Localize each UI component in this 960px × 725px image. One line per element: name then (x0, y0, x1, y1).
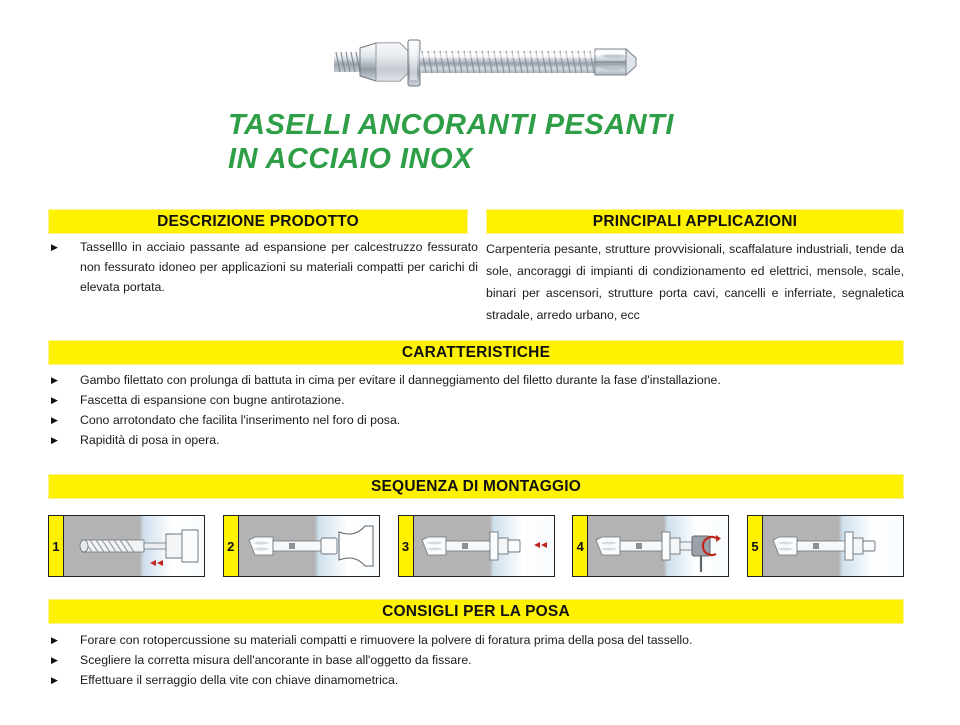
applicazioni-paragraph: Carpenteria pesante, strutture provvisionali, scaffalature industriali, tende da sole, ancoraggi di impianti di condizionamento ed elettrici, mensole, scale, binari per ascensori, strutture porta cavi, cancelli e inferriate, segnaletica stradale, arredo urbano, ecc (486, 242, 904, 322)
consigli-item-1: Forare con rotopercussione su materiali compatti e rimuovere la polvere di foratura prima della posa del tassello. (80, 633, 693, 647)
insert-anchor-hammer-illustration (239, 515, 380, 577)
section-header-descrizione (48, 209, 468, 234)
list-item (48, 410, 904, 430)
list-item (48, 390, 904, 410)
montage-step-1 (48, 515, 205, 577)
list-item (48, 237, 478, 297)
triangle-bullet-icon: ▶ (51, 435, 58, 445)
triangle-bullet-icon: ▶ (51, 675, 58, 685)
descrizione-body (48, 237, 478, 297)
consigli-item-3: Effettuare il serraggio della vite con chiave dinamometrica. (80, 673, 399, 687)
section-header-consigli (48, 599, 904, 624)
section-header-sequenza (48, 474, 904, 499)
torque-wrench-tighten-illustration (588, 515, 729, 577)
anchor-installed-illustration (763, 515, 904, 577)
triangle-bullet-icon: ▶ (51, 242, 58, 252)
step-number-5: 5 (747, 515, 763, 577)
product-photo (330, 24, 640, 100)
caratteristiche-item-3: Cono arrotondato che facilita l'inserimento nel foro di posa. (80, 413, 401, 427)
caratteristiche-item-2: Fascetta di espansione con bugne antirotazione. (80, 393, 345, 407)
consigli-item-2: Scegliere la corretta misura dell'ancorante in base all'oggetto da fissare. (80, 653, 472, 667)
section-header-sequenza-label: SEQUENZA DI MONTAGGIO (370, 477, 581, 495)
anchor-seated-illustration (414, 515, 555, 577)
montage-steps (48, 515, 904, 577)
section-header-caratteristiche-label: CARATTERISTICHE (401, 343, 551, 361)
list-item (48, 670, 904, 690)
section-header-caratteristiche (48, 340, 904, 365)
section-header-applicazioni-label: PRINCIPALI APPLICAZIONI (592, 212, 798, 230)
triangle-bullet-icon: ▶ (51, 635, 58, 645)
list-item (48, 430, 904, 450)
list-item (48, 650, 904, 670)
step-number-1: 1 (48, 515, 64, 577)
montage-step-2 (223, 515, 380, 577)
caratteristiche-list (48, 370, 904, 450)
montage-step-3 (398, 515, 555, 577)
step-number-3: 3 (398, 515, 414, 577)
section-header-applicazioni (486, 209, 904, 234)
triangle-bullet-icon: ▶ (51, 375, 58, 385)
consigli-list (48, 630, 904, 690)
triangle-bullet-icon: ▶ (51, 395, 58, 405)
caratteristiche-item-4: Rapidità di posa in opera. (80, 433, 220, 447)
section-header-descrizione-label: DESCRIZIONE PRODOTTO (157, 212, 359, 230)
triangle-bullet-icon: ▶ (51, 655, 58, 665)
descrizione-paragraph: Tasselllo in acciaio passante ad espansione per calcestruzzo fessurato non fessurato idoneo per applicazioni su materiali compatti per carichi di elevata portata. (80, 240, 478, 294)
triangle-bullet-icon: ▶ (51, 415, 58, 425)
montage-step-4 (572, 515, 729, 577)
caratteristiche-item-1: Gambo filettato con prolunga di battuta in cima per evitare il danneggiamento del filetto durante la fase d'installazione. (80, 373, 721, 387)
step-number-2: 2 (223, 515, 239, 577)
step-number-4: 4 (572, 515, 588, 577)
page-title (228, 108, 848, 176)
montage-step-5 (747, 515, 904, 577)
list-item (48, 630, 904, 650)
section-header-consigli-label: CONSIGLI PER LA POSA (382, 602, 570, 620)
title-line-1: TASELLI ANCORANTI PESANTI (228, 109, 674, 141)
drill-hole-illustration (64, 515, 205, 577)
list-item (48, 370, 904, 390)
title-line-2: IN ACCIAIO INOX (228, 143, 473, 175)
